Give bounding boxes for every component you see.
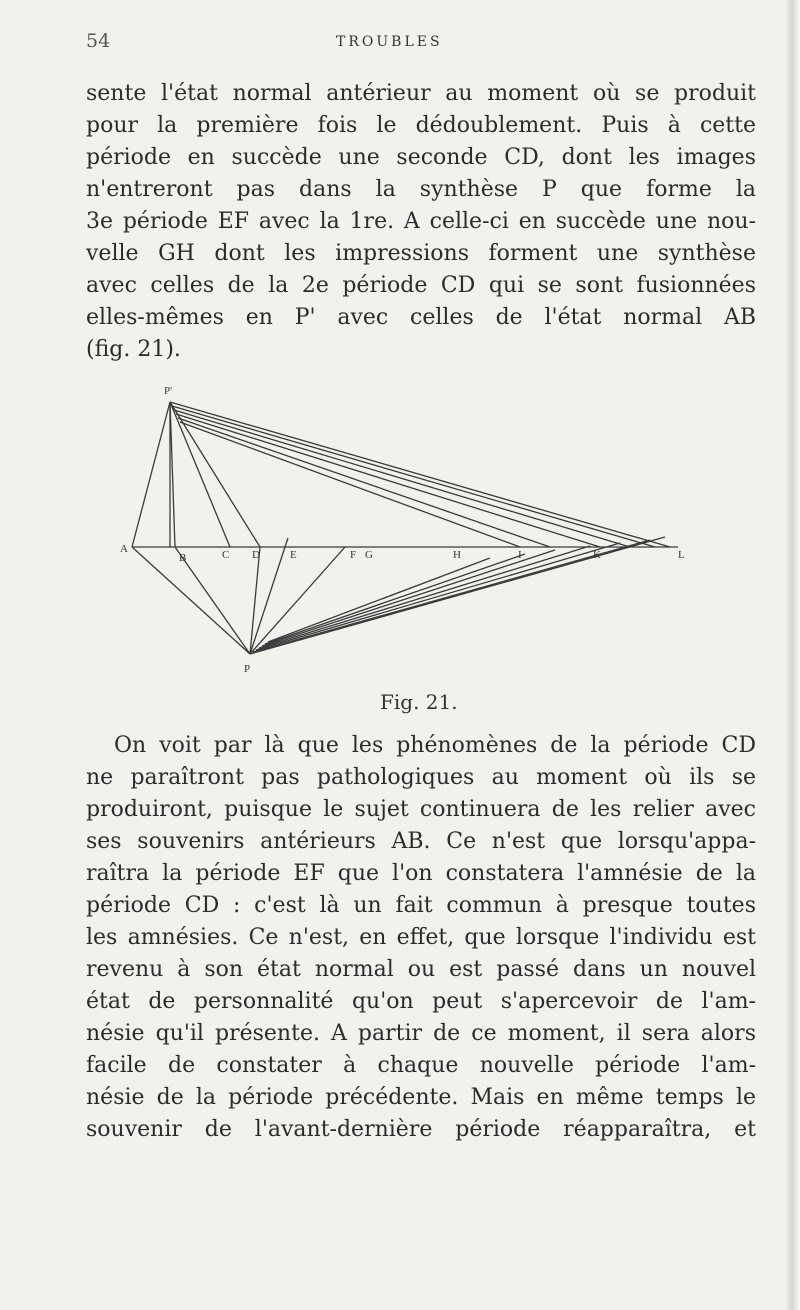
label-c: C: [222, 549, 230, 561]
text-line: nésie qu'il présente. A partir de ce moment, il sera alors: [86, 1021, 756, 1046]
text-line: souvenir de l'avant-dernière période réapparaîtra, et: [86, 1117, 756, 1142]
line-p-h2: [265, 554, 525, 644]
page-edge: [786, 0, 800, 1310]
label-g: G: [365, 549, 373, 561]
paragraph-2: [86, 730, 756, 1146]
text-line: état de personnalité qu'on peut s'apercevoir de l'am-: [86, 989, 756, 1014]
line-p-g: [268, 558, 490, 642]
line-pprime-k1: [170, 402, 670, 547]
text-line: On voit par là que les phénomènes de la période CD: [114, 733, 756, 758]
text-line: les amnésies. Ce n'est, en effet, que lorsque l'individu est: [86, 925, 756, 950]
line-pprime-b2: [170, 402, 175, 547]
line-p-h1: [262, 550, 555, 646]
figure-caption: Fig. 21.: [380, 690, 458, 714]
line-pprime-i2: [176, 414, 600, 547]
line-p-i1: [256, 543, 620, 650]
running-head: [86, 30, 756, 56]
page-number: 54: [86, 30, 111, 52]
running-title: TROUBLES: [336, 34, 443, 50]
label-p: P: [244, 663, 251, 675]
label-i: I: [518, 549, 522, 561]
label-h: H: [453, 549, 461, 561]
text-line: revenu à son état normal ou est passé dans un nouvel: [86, 957, 756, 982]
text-line: ne paraîtront pas pathologiques au moment où ils se: [86, 765, 756, 790]
text-line: (fig. 21).: [86, 337, 181, 362]
text-line: n'entreront pas dans la synthèse P que forme la: [86, 177, 756, 202]
label-e: E: [290, 549, 297, 561]
label-k: K: [593, 549, 601, 561]
label-a: A: [120, 543, 128, 555]
text-line: velle GH dont les impressions forment une synthèse: [86, 241, 756, 266]
line-p-a: [132, 547, 250, 654]
text-line: elles-mêmes en P' avec celles de l'état normal AB: [86, 305, 756, 330]
tick-e: [285, 538, 288, 547]
text-line: facile de constater à chaque nouvelle période l'am-: [86, 1053, 756, 1078]
text-line: pour la première fois le dédoublement. Puis à cette: [86, 113, 756, 138]
text-line: ses souvenirs antérieurs AB. Ce n'est que lorsqu'appa-: [86, 829, 756, 854]
text-line: période CD : c'est là un fait commun à presque toutes: [86, 893, 756, 918]
line-p-k2: [253, 540, 650, 652]
figure-21: [110, 372, 710, 722]
figure-diagram: [110, 372, 710, 682]
text-line: nésie de la période précédente. Mais en même temps le: [86, 1085, 756, 1110]
paragraph-1: [86, 78, 756, 366]
text-line: période en succède une seconde CD, dont les images: [86, 145, 756, 170]
text-line: produiront, puisque le sujet continuera de les relier avec: [86, 797, 756, 822]
label-p-prime: P': [164, 385, 173, 397]
label-d: D: [252, 549, 260, 561]
label-b: B: [179, 552, 187, 564]
text-line: raîtra la période EF que l'on constatera l'amnésie de la: [86, 861, 756, 886]
label-f: F: [350, 549, 357, 561]
text-line: avec celles de la 2e période CD qui se sont fusionnées: [86, 273, 756, 298]
line-pprime-h2: [180, 422, 520, 547]
label-l: L: [678, 549, 685, 561]
line-pprime-i1: [174, 410, 630, 547]
text-line: sente l'état normal antérieur au moment où se produit: [86, 81, 756, 106]
line-pprime-a: [132, 402, 170, 547]
line-pprime-k2: [172, 406, 655, 547]
text-line: 3e période EF avec la 1re. A celle-ci en succède une nou-: [86, 209, 756, 234]
line-pprime-h1: [178, 418, 550, 547]
line-p-i2: [259, 546, 590, 648]
